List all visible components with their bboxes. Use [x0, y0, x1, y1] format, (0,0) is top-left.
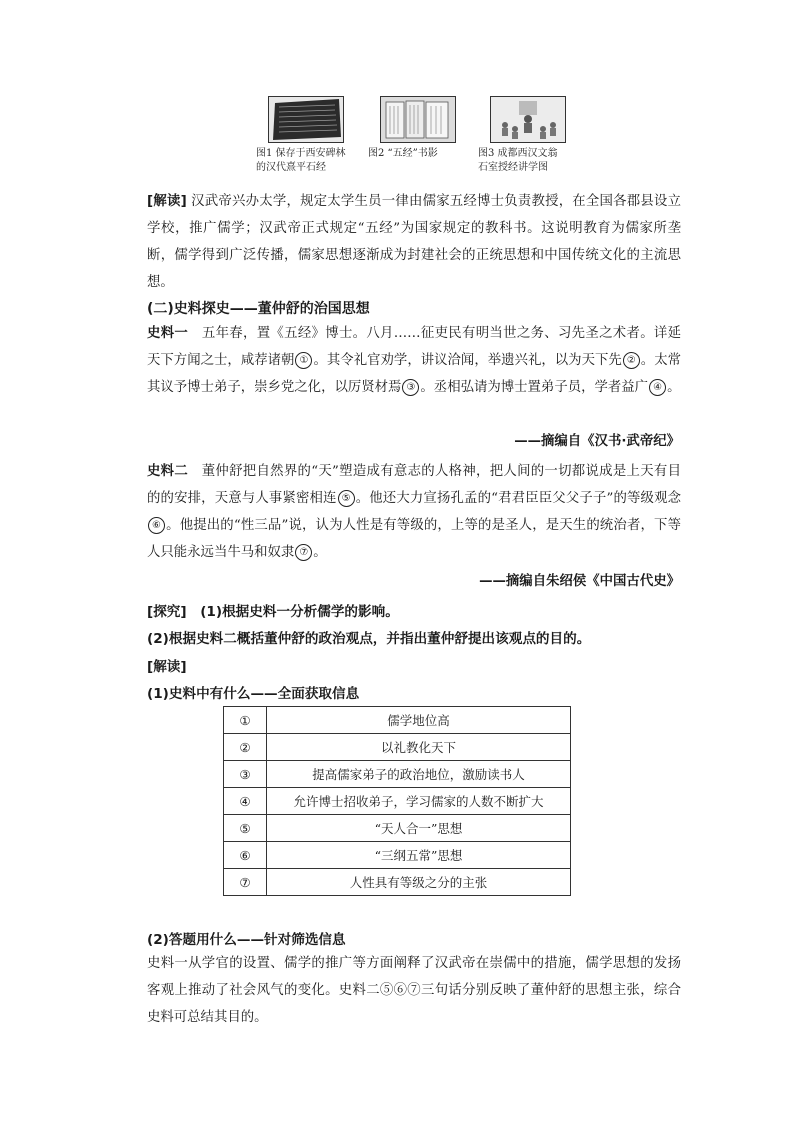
table-row-number: ③	[224, 761, 267, 788]
material-2-text-2: 。他还大力宣扬孔孟的“君君臣臣父父子子”的等级观念	[355, 491, 681, 506]
stone-stele-image	[268, 96, 344, 143]
table-row-text: 提高儒家弟子的政治地位，激励读书人	[267, 761, 571, 788]
table-row	[224, 734, 571, 761]
table-row	[224, 788, 571, 815]
circle-mark-6: ⑥	[148, 517, 165, 534]
material-1-label: 史料一	[147, 326, 189, 341]
table-row-number: ⑦	[224, 869, 267, 896]
interpretation-tag-2: [解读]	[147, 659, 187, 675]
material-1-text-2: 。其令礼官劝学，讲议洽闻，举遗兴礼，以为天下先	[313, 353, 622, 368]
material-1-source: ——摘编自《汉书·武帝纪》	[514, 434, 680, 449]
lecture-scene-image	[490, 96, 566, 143]
table-row-number: ④	[224, 788, 267, 815]
material-2-text-1: 董仲舒把自然界的“天”塑造成有意志的人格神，把人间的一切都说成是上天有目的的安排，天意与人事紧密相连	[147, 464, 681, 506]
material-1-text-5: 。	[667, 380, 681, 395]
material-2-text-3: 。他提出的“性三品”说，认为人性是有等级的，上等的是圣人，是天生的统治者，下等人只能永远当牛马和奴隶	[147, 518, 681, 560]
table-row	[224, 761, 571, 788]
circle-mark-4: ④	[649, 379, 666, 396]
interpretation-text: 汉武帝兴办太学，规定太学生员一律由儒家五经博士负责教授，在全国各郡县设立学校，推广儒学；汉武帝正式规定“五经”为国家规定的教科书。这说明教育为儒家所垄断，儒学得到广泛传播，儒家思想逐渐成为封建社会的正统思想和中国传统文化的主流思想。	[147, 194, 681, 290]
final-text-2: 三句话分别反映了董仲舒的思想主张，综合史料可总结其目的。	[147, 983, 682, 1025]
table-row-number: ②	[224, 734, 267, 761]
inquiry-question-1: [探究] (1)根据史料一分析儒学的影响。	[147, 604, 399, 620]
figure-3	[478, 96, 572, 175]
circle-mark-1: ①	[295, 352, 312, 369]
table-row-text: “天人合一”思想	[267, 815, 571, 842]
figure-2	[368, 96, 462, 161]
material-1-paragraph	[147, 320, 681, 401]
final-text-1: 史料一从学官的设置、儒学的推广等方面阐释了汉武帝在崇儒中的措施，儒学思想的发扬客观上推动了社会风气的变化。史料二	[147, 956, 681, 998]
table-row	[224, 707, 571, 734]
figure-1-caption-line2: 的汉代熹平石经	[256, 162, 326, 173]
table-row	[224, 815, 571, 842]
material-2-source: ——摘编自朱绍侯《中国古代史》	[479, 574, 680, 589]
circle-mark-2: ②	[623, 352, 640, 369]
table-row-text: 儒学地位高	[267, 707, 571, 734]
final-paragraph	[147, 950, 681, 1031]
information-table	[223, 706, 571, 896]
circle-mark-5: ⑤	[338, 490, 355, 507]
figure-3-caption-line2: 石室授经讲学图	[478, 162, 548, 173]
final-marks: ⑤⑥⑦	[379, 983, 422, 998]
step-2-heading: (2)答题用什么——针对筛选信息	[147, 932, 346, 948]
interpretation-paragraph-1	[147, 188, 681, 296]
material-1-text-3: 。太常其议予博士弟子，崇乡党之化，以厉贤材焉	[147, 353, 682, 395]
figure-2-caption: 图2 “五经”书影	[368, 148, 438, 159]
material-2-paragraph	[147, 458, 681, 566]
table-row	[224, 842, 571, 869]
step-1-heading: (1)史料中有什么——全面获取信息	[147, 686, 360, 702]
section-title: (二)史料探史——董仲舒的治国思想	[147, 301, 370, 317]
figure-1	[256, 96, 350, 175]
material-1-text-4: 。丞相弘请为博士置弟子员，学者益广	[420, 380, 649, 395]
figure-1-caption-line1: 图1 保存于西安碑林	[256, 148, 346, 159]
table-row-text: 人性具有等级之分的主张	[267, 869, 571, 896]
inquiry-question-2: (2)根据史料二概括董仲舒的政治观点，并指出董仲舒提出该观点的目的。	[147, 631, 591, 647]
material-2-text-4: 。	[313, 545, 327, 560]
table-row-text: “三纲五常”思想	[267, 842, 571, 869]
figure-row	[256, 96, 556, 182]
interpretation-tag: [解读]	[147, 194, 187, 209]
table-row-text: 以礼教化天下	[267, 734, 571, 761]
material-1-text-1: 五年春，置《五经》博士。八月……征吏民有明当世之务、习先圣之术者。详延天下方闻之士，咸荐诸朝	[147, 326, 681, 368]
table-row-number: ①	[224, 707, 267, 734]
table-row-number: ⑥	[224, 842, 267, 869]
material-2-label: 史料二	[147, 464, 189, 479]
book-pages-image	[380, 96, 456, 143]
circle-mark-7: ⑦	[295, 544, 312, 561]
table-row-text: 允许博士招收弟子，学习儒家的人数不断扩大	[267, 788, 571, 815]
figure-3-caption-line1: 图3 成都西汉文翁	[478, 148, 558, 159]
table-row-number: ⑤	[224, 815, 267, 842]
circle-mark-3: ③	[402, 379, 419, 396]
table-row	[224, 869, 571, 896]
